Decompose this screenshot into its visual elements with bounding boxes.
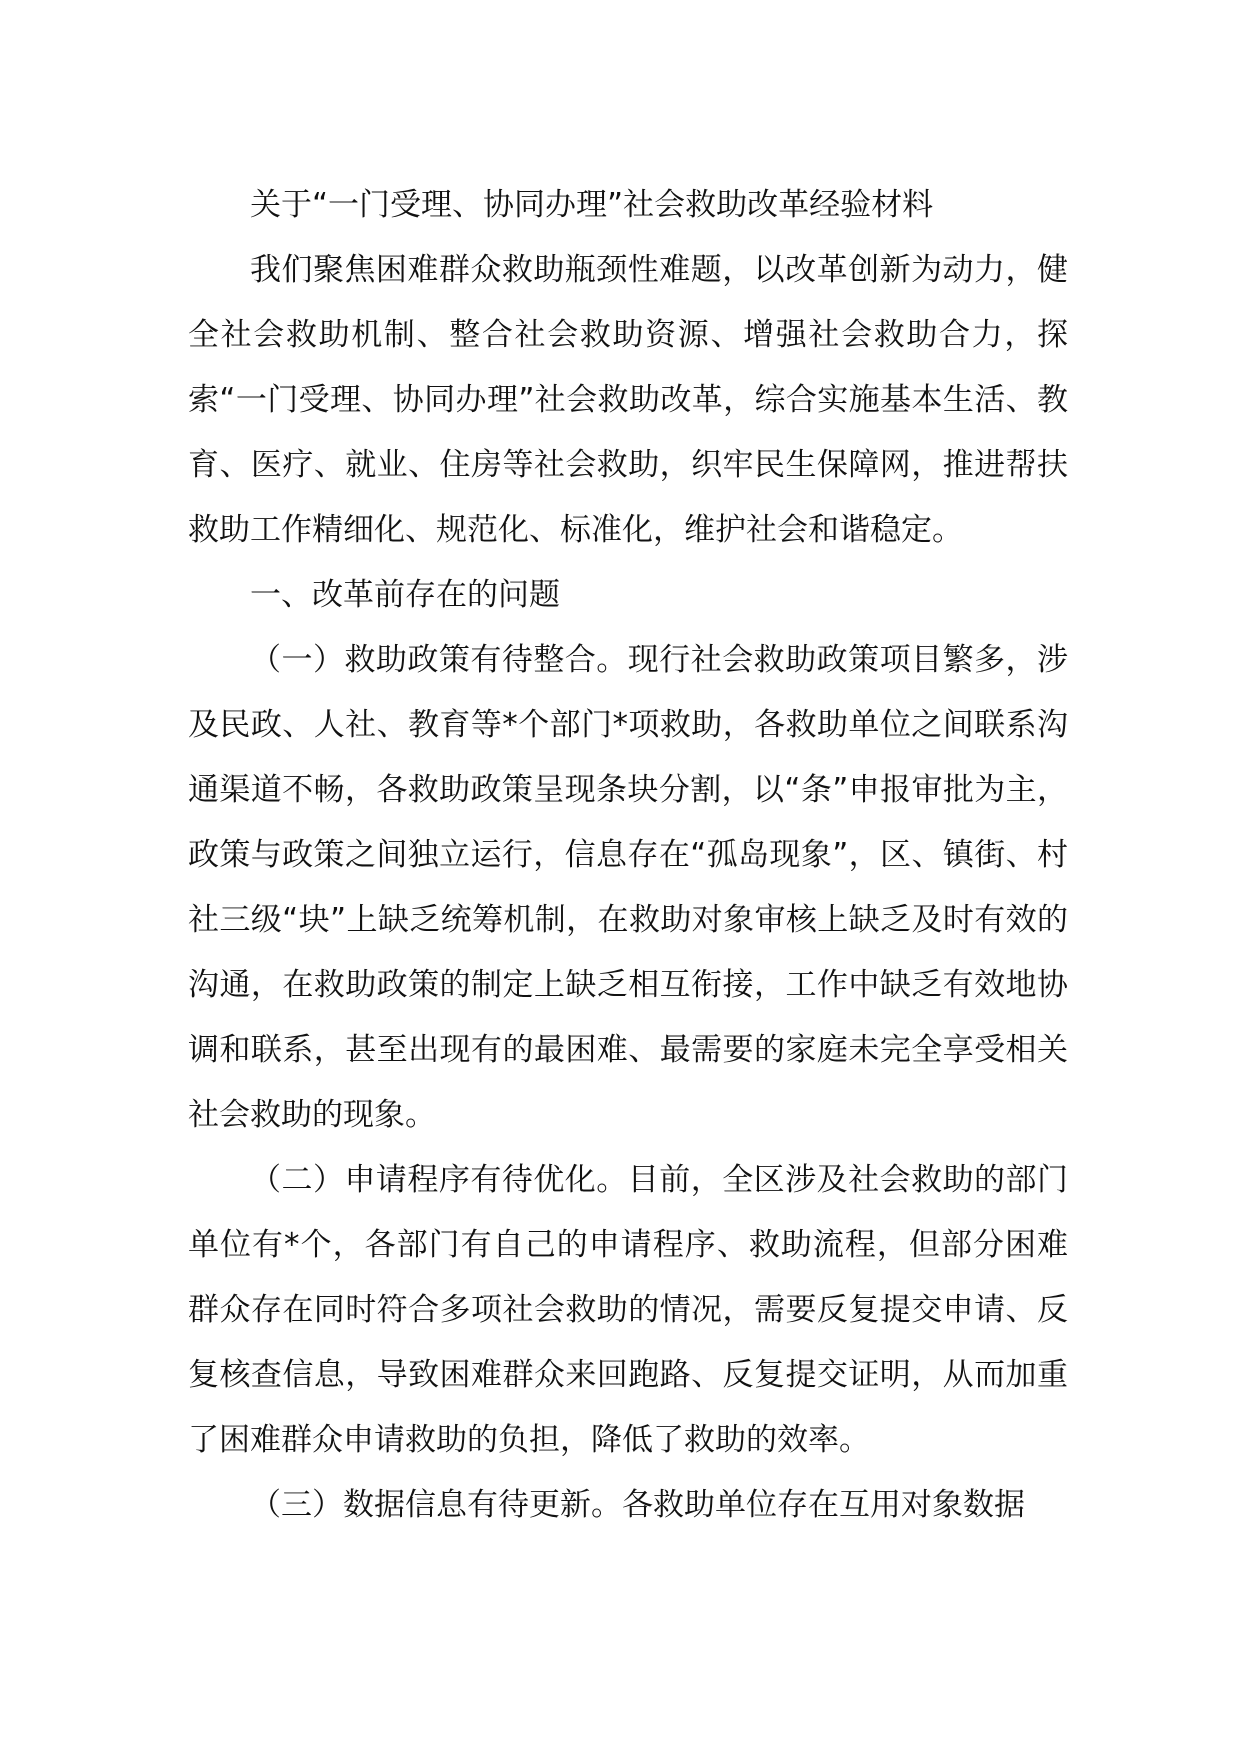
- problem-item-3-lead: （三）数据信息有待更新。: [250, 1487, 622, 1523]
- problem-item-1: [188, 628, 1068, 1148]
- section-heading-problems: 一、改革前存在的问题: [250, 577, 560, 613]
- document-title: 关于“一门受理、协同办理”社会救助改革经验材料: [250, 187, 934, 223]
- problem-item-3-body: 各救助单位存在互用对象数据: [622, 1487, 1025, 1523]
- intro-paragraph: 我们聚焦困难群众救助瓶颈性难题，以改革创新为动力，健全社会救助机制、整合社会救助资源、增强社会救助合力，探索“一门受理、协同办理”社会救助改革，综合实施基本生活、教育、医疗、就业、住房等社会救助，织牢民生保障网，推进帮扶救助工作精细化、规范化、标准化，维护社会和谐稳定。: [188, 252, 1068, 548]
- problem-item-1-body: 现行社会救助政策项目繁多，涉及民政、人社、教育等*个部门*项救助，各救助单位之间联系沟通渠道不畅，各救助政策呈现条块分割，以“条”申报审批为主，政策与政策之间独立运行，信息存在“孤岛现象”，区、镇街、村社三级“块”上缺乏统筹机制，在救助对象审核上缺乏及时有效的沟通，在救助政策的制定上缺乏相互衔接，工作中缺乏有效地协调和联系，甚至出现有的最困难、最需要的家庭未完全享受相关社会救助的现象。: [188, 642, 1069, 1133]
- document-body: [188, 173, 1068, 1538]
- problem-item-1-lead: （一）救助政策有待整合。: [250, 642, 628, 678]
- problem-item-2: [188, 1148, 1068, 1473]
- problem-item-3: [188, 1473, 1068, 1538]
- problem-item-2-body: 目前，全区涉及社会救助的部门单位有*个，各部门有自己的申请程序、救助流程，但部分困难群众存在同时符合多项社会救助的情况，需要反复提交申请、反复核查信息，导致困难群众来回跑路、反复提交证明，从而加重了困难群众申请救助的负担，降低了救助的效率。: [188, 1162, 1069, 1458]
- problem-item-2-lead: （二）申请程序有待优化。: [250, 1162, 628, 1198]
